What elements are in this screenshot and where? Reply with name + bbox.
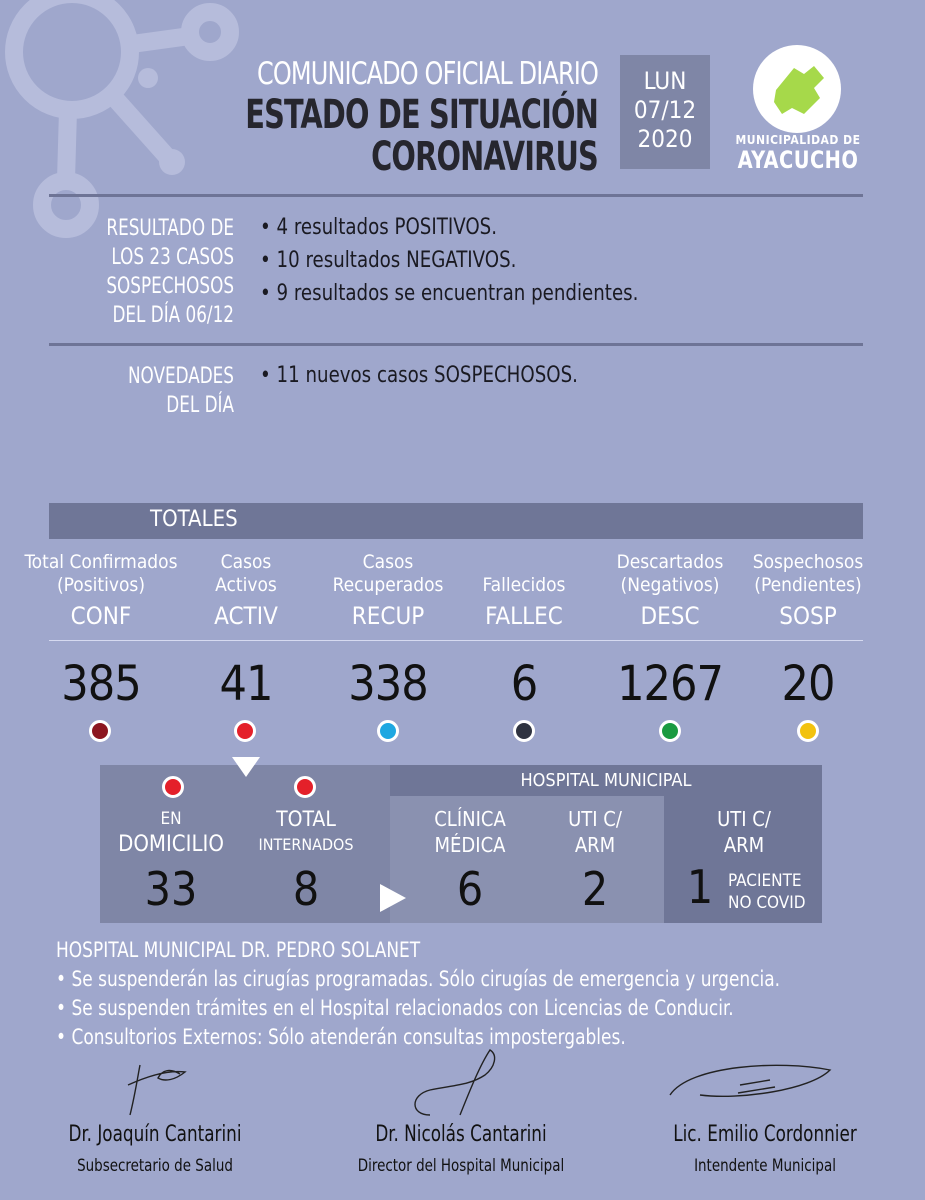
domicilio-label-line: EN [160,809,182,829]
col-label: Sospechosos [752,551,864,573]
signature-2-role: Director del Hospital Municipal [357,1156,565,1176]
uti-nocovid-note-line: PACIENTE [728,871,802,891]
col-label: Casos [362,551,414,573]
results-label [35,214,234,330]
dot-conf-icon [89,720,111,742]
col-desc-header [600,551,740,628]
internados-label [236,806,376,858]
novedades-label-line: NOVEDADES [127,364,234,389]
header-line1: COMUNICADO OFICIAL DIARIO [256,56,598,92]
col-recup-header [318,551,458,628]
internados-label-line: INTERNADOS [258,835,354,854]
value-uti-nocovid: 1 [686,860,714,914]
col-conf-header [11,551,191,628]
uti-nocovid-label [684,806,804,858]
col-label: Total Confirmados [24,551,178,573]
novedades-label-line: DEL DÍA [166,393,234,418]
col-fallec-header [459,574,589,628]
clinica-label [400,806,540,858]
novedades-list [260,359,578,392]
logo-line2: AYACUCHO [737,146,859,174]
novedades-label [35,362,234,420]
col-label: Descartados [616,551,724,573]
logo-line1: MUNICIPALIDAD DE [735,133,861,147]
value-internados: 8 [292,862,320,916]
signature-1-name: Dr. Joaquín Cantarini [68,1122,242,1147]
internados-label-line: TOTAL [276,807,336,831]
signature-3-icon [660,1055,840,1110]
uti-nocovid-label-line: UTI C/ [717,807,771,831]
results-item: • 10 resultados NEGATIVOS. [260,244,638,277]
divider [49,194,863,197]
results-label-line: SOSPECHOSOS [106,274,234,299]
results-item: • 9 resultados se encuentran pendientes. [260,277,638,310]
dot-internados-icon [294,776,316,798]
results-item: • 4 resultados POSITIVOS. [260,211,638,244]
signature-1-icon [110,1060,200,1120]
divider [49,343,863,346]
dot-sosp-icon [797,720,819,742]
signature-2-name: Dr. Nicolás Cantarini [375,1122,547,1147]
municipal-logo-icon [752,44,842,134]
value-recup: 338 [348,656,428,712]
uti-label-line: UTI C/ [568,807,622,831]
hospital-title: HOSPITAL MUNICIPAL [390,765,822,796]
col-label: Activos [215,574,277,596]
uti-label [535,806,655,858]
value-desc: 1267 [617,656,723,712]
col-label: Casos [220,551,272,573]
results-label-line: DEL DÍA 06/12 [112,303,234,328]
value-domicilio: 33 [144,862,198,916]
value-activ: 41 [219,656,273,712]
uti-nocovid-label-line: ARM [723,833,765,857]
value-clinica: 6 [456,862,484,916]
col-label: Recuperados [332,574,444,596]
col-abbr: FALLEC [485,602,563,630]
hospital-notes-title: HOSPITAL MUNICIPAL DR. PEDRO SOLANET [56,938,421,962]
date-day: LUN [643,67,687,95]
dot-activ-icon [234,720,256,742]
col-abbr: ACTIV [214,602,278,630]
value-sosp: 20 [781,656,835,712]
uti-nocovid-note-line: NO COVID [728,893,806,913]
results-label-line: RESULTADO DE [106,216,234,241]
results-list [260,211,638,310]
value-fallec: 6 [510,656,538,712]
dot-domicilio-icon [162,776,184,798]
novedades-item: • 11 nuevos casos SOSPECHOSOS. [260,359,578,392]
uti-label-line: ARM [574,833,616,857]
date-box [620,55,710,169]
hospital-note-item: • Se suspenderán las cirugías programadas. Sólo cirugías de emergencia y urgencia. [56,965,780,994]
dot-fallec-icon [513,720,535,742]
clinica-label-line: CLÍNICA [434,807,506,831]
hospital-note-item: • Consultorios Externos: Sólo atenderán consultas impostergables. [56,1023,780,1052]
domicilio-label [100,806,242,858]
dot-desc-icon [659,720,681,742]
col-label: (Negativos) [620,574,720,596]
col-abbr: CONF [70,602,132,630]
dot-recup-icon [377,720,399,742]
domicilio-label-line: DOMICILIO [118,832,224,857]
header-line3: CORONAVIRUS [371,134,598,180]
value-uti: 2 [581,862,609,916]
clinica-label-line: MÉDICA [434,833,506,857]
arrow-down-icon [232,757,260,777]
col-abbr: SOSP [779,602,837,630]
col-activ-header [176,551,316,628]
hospital-notes [56,936,780,1052]
signature-3-role: Intendente Municipal [694,1156,836,1176]
date-daymonth: 07/12 [633,96,697,124]
col-label: (Pendientes) [754,574,862,596]
divider [49,640,863,641]
col-abbr: DESC [640,602,700,630]
uti-nocovid-note [728,870,806,914]
signature-3-name: Lic. Emilio Cordonnier [673,1122,857,1147]
signature-1-role: Subsecretario de Salud [77,1156,233,1176]
col-label: (Positivos) [56,574,145,596]
header-line2: ESTADO DE SITUACIÓN [245,92,598,138]
hospital-note-item: • Se suspenden trámites en el Hospital relacionados con Licencias de Conducir. [56,994,780,1023]
value-conf: 385 [61,656,141,712]
totales-title: TOTALES [150,507,238,532]
col-label: Fallecidos [482,574,566,596]
col-sosp-header [743,551,873,628]
date-year: 2020 [637,125,693,153]
signature-2-icon [400,1045,510,1125]
col-abbr: RECUP [351,602,425,630]
results-label-line: LOS 23 CASOS [111,245,234,270]
